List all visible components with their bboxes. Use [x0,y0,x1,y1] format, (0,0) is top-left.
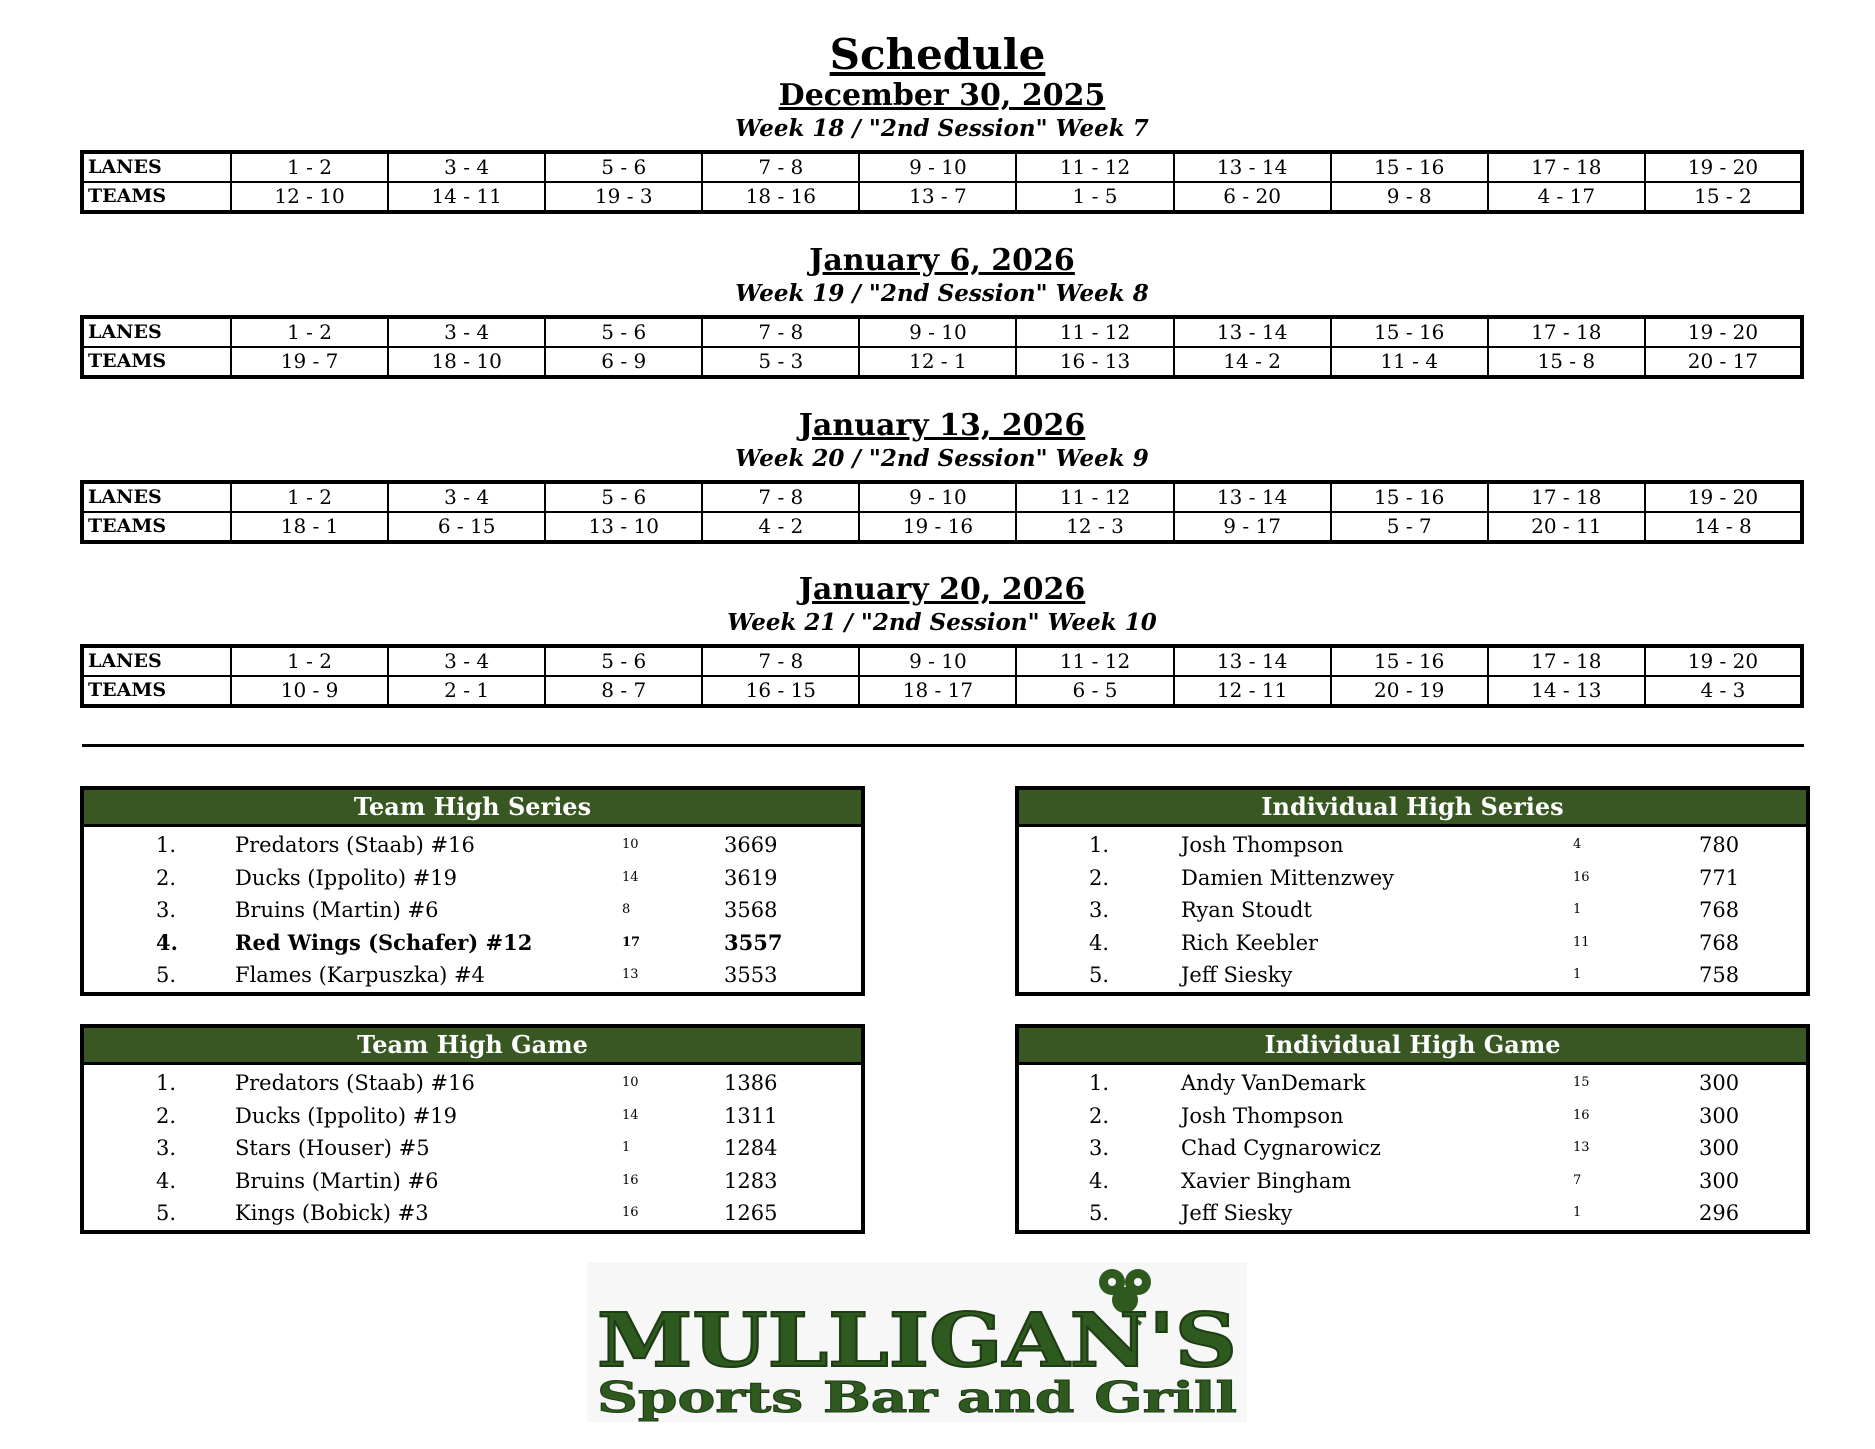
score: 1284 [724,1136,778,1160]
rank: 2. [156,865,177,890]
bowler-name: Stars (Houser) #5 [235,1136,430,1160]
box-title: Team High Game [84,1028,861,1065]
team-matchup-cell: 5 - 7 [1331,512,1488,542]
rank: 4. [156,1168,177,1193]
lane-cell: 17 - 18 [1488,646,1645,676]
lane-cell: 15 - 16 [1331,646,1488,676]
team-number: 1 [1573,1205,1582,1220]
team-matchup-cell: 6 - 5 [1016,676,1173,706]
team-number: 7 [1573,1172,1582,1188]
leaderboard-row [1019,1165,1806,1198]
bowler-name: Rich Keebler [1181,930,1319,955]
lane-cell: 5 - 6 [545,317,702,347]
score: 1311 [724,1103,778,1128]
leaderboard-row [1019,1197,1806,1230]
teams-row [82,676,1802,706]
team-matchup-cell: 9 - 17 [1174,512,1331,542]
rank: 1. [156,1071,177,1095]
rank: 3. [1089,898,1110,922]
session-week: Week 18 / "2nd Session" Week 7 [735,115,1149,142]
lane-cell: 15 - 16 [1331,152,1488,182]
lane-cell: 15 - 16 [1331,482,1488,512]
rank: 1. [156,833,177,857]
team-matchup-cell: 18 - 16 [702,182,859,212]
lane-cell: 7 - 8 [702,152,859,182]
lane-cell: 1 - 2 [231,646,388,676]
team-matchup-cell: 11 - 4 [1331,347,1488,377]
rank: 5. [1089,1201,1110,1225]
lane-cell: 17 - 18 [1488,152,1645,182]
team-number: 16 [622,1172,639,1188]
bowler-name: Red Wings (Schafer) #12 [235,929,533,955]
lane-assignment-table [80,480,1804,544]
score: 771 [1699,865,1740,890]
lane-cell: 3 - 4 [388,152,545,182]
lane-assignment-table [80,315,1804,379]
score: 300 [1699,1103,1740,1128]
session-date: January 13, 2026 [798,408,1086,443]
team-matchup-cell: 18 - 1 [231,512,388,542]
team-number: 4 [1573,837,1582,852]
bowler-name: Bruins (Martin) #6 [235,898,439,922]
logo-name: MULLIGAN'S [597,1298,1237,1384]
team-matchup-cell: 9 - 8 [1331,182,1488,212]
score: 300 [1699,1168,1740,1193]
lanes-row [82,646,1802,676]
bowler-name: Jeff Siesky [1181,1201,1293,1225]
team-high-game-box [80,1024,865,1234]
bowler-name: Jeff Siesky [1181,963,1293,987]
team-matchup-cell: 15 - 8 [1488,347,1645,377]
leaderboard-row [84,1132,861,1165]
team-number: 11 [1573,934,1590,950]
mulligans-logo [587,1262,1247,1422]
team-matchup-cell: 18 - 10 [388,347,545,377]
leaderboard-row [84,1100,861,1133]
leaderboard-row [84,959,861,992]
team-number: 16 [1573,1107,1590,1123]
lane-cell: 5 - 6 [545,646,702,676]
lane-cell: 13 - 14 [1174,317,1331,347]
lane-cell: 13 - 14 [1174,152,1331,182]
score: 300 [1699,1071,1740,1095]
bowler-name: Chad Cygnarowicz [1181,1136,1381,1160]
rank: 1. [1089,833,1110,857]
score: 300 [1699,1136,1740,1160]
session-week: Week 21 / "2nd Session" Week 10 [727,609,1157,636]
lane-cell: 3 - 4 [388,482,545,512]
row-label: LANES [82,646,231,676]
lane-cell: 17 - 18 [1488,482,1645,512]
team-number: 13 [622,967,639,982]
team-matchup-cell: 14 - 2 [1174,347,1331,377]
team-number: 17 [622,934,641,950]
row-label: TEAMS [82,512,231,542]
rank: 2. [1089,865,1110,890]
team-number: 1 [1573,967,1582,982]
team-number: 8 [622,902,631,917]
team-matchup-cell: 12 - 1 [859,347,1016,377]
lane-cell: 11 - 12 [1016,646,1173,676]
lane-cell: 11 - 12 [1016,482,1173,512]
score: 780 [1699,833,1740,857]
leaderboard-row [1019,959,1806,992]
rank: 3. [156,1136,177,1160]
lane-cell: 9 - 10 [859,152,1016,182]
team-matchup-cell: 20 - 11 [1488,512,1645,542]
score: 3619 [724,865,778,890]
schedule-session [80,408,1804,544]
score: 3568 [724,898,778,922]
team-matchup-cell: 5 - 3 [702,347,859,377]
rank: 5. [1089,963,1110,987]
score: 758 [1699,963,1740,987]
row-label: TEAMS [82,182,231,212]
teams-row [82,182,1802,212]
lane-cell: 19 - 20 [1645,482,1802,512]
leaderboard-row [1019,894,1806,927]
schedule-session [80,78,1804,214]
team-matchup-cell: 4 - 17 [1488,182,1645,212]
leaderboard-row [84,829,861,862]
team-matchup-cell: 15 - 2 [1645,182,1802,212]
team-number: 1 [622,1140,631,1155]
logo-tagline: Sports Bar and Grill [597,1373,1237,1422]
team-number: 10 [622,837,639,852]
lane-cell: 1 - 2 [231,317,388,347]
teams-row [82,512,1802,542]
bowler-name: Flames (Karpuszka) #4 [235,963,485,987]
team-number: 14 [622,1107,639,1123]
score: 768 [1699,930,1740,955]
bowler-name: Ducks (Ippolito) #19 [235,865,458,890]
rank: 3. [156,898,177,922]
session-week: Week 19 / "2nd Session" Week 8 [735,280,1149,307]
team-matchup-cell: 13 - 10 [545,512,702,542]
row-label: LANES [82,152,231,182]
team-matchup-cell: 19 - 16 [859,512,1016,542]
bowler-name: Kings (Bobick) #3 [235,1201,429,1225]
team-number: 10 [622,1075,639,1090]
rank: 1. [1089,1071,1110,1095]
team-matchup-cell: 6 - 9 [545,347,702,377]
lane-cell: 15 - 16 [1331,317,1488,347]
lane-cell: 19 - 20 [1645,317,1802,347]
leaderboard-row [1019,1100,1806,1133]
lanes-row [82,152,1802,182]
leaderboard-row [1019,927,1806,960]
team-matchup-cell: 1 - 5 [1016,182,1173,212]
leaderboard-row [84,894,861,927]
team-number: 16 [1573,869,1590,885]
session-date: January 20, 2026 [798,572,1086,607]
lane-assignment-table [80,150,1804,214]
team-matchup-cell: 19 - 3 [545,182,702,212]
team-matchup-cell: 16 - 15 [702,676,859,706]
leaderboard-row [1019,829,1806,862]
score: 296 [1699,1201,1740,1225]
rank: 2. [1089,1103,1110,1128]
lane-cell: 3 - 4 [388,646,545,676]
bowler-name: Predators (Staab) #16 [235,1071,475,1095]
team-matchup-cell: 8 - 7 [545,676,702,706]
score: 3553 [724,963,778,987]
team-matchup-cell: 19 - 7 [231,347,388,377]
bowler-name: Xavier Bingham [1181,1168,1352,1193]
bowler-name: Ducks (Ippolito) #19 [235,1103,458,1128]
team-matchup-cell: 14 - 13 [1488,676,1645,706]
team-matchup-cell: 18 - 17 [859,676,1016,706]
rank: 5. [156,1201,177,1225]
lane-cell: 17 - 18 [1488,317,1645,347]
section-divider [82,744,1804,747]
leaderboard-row [84,1165,861,1198]
team-number: 15 [1573,1075,1590,1090]
team-matchup-cell: 20 - 17 [1645,347,1802,377]
team-matchup-cell: 13 - 7 [859,182,1016,212]
team-matchup-cell: 12 - 10 [231,182,388,212]
bowler-name: Damien Mittenzwey [1181,865,1394,890]
bowler-name: Ryan Stoudt [1181,898,1312,922]
lane-cell: 11 - 12 [1016,152,1173,182]
lane-cell: 7 - 8 [702,646,859,676]
score: 768 [1699,898,1740,922]
schedule-session [80,572,1804,708]
bowler-name: Josh Thompson [1181,833,1344,857]
lane-cell: 19 - 20 [1645,152,1802,182]
lane-cell: 7 - 8 [702,317,859,347]
team-matchup-cell: 10 - 9 [231,676,388,706]
lane-cell: 1 - 2 [231,482,388,512]
lane-cell: 13 - 14 [1174,482,1331,512]
leaderboard-row [84,927,861,960]
leaderboard-row [84,1197,861,1230]
rank: 5. [156,963,177,987]
individual-high-game-box [1015,1024,1810,1234]
team-matchup-cell: 4 - 2 [702,512,859,542]
session-date: December 30, 2025 [778,78,1106,113]
team-matchup-cell: 6 - 15 [388,512,545,542]
schedule-session [80,243,1804,379]
team-matchup-cell: 4 - 3 [1645,676,1802,706]
lane-cell: 9 - 10 [859,317,1016,347]
team-matchup-cell: 2 - 1 [388,676,545,706]
score: 1283 [724,1168,778,1193]
bowler-name: Bruins (Martin) #6 [235,1168,439,1193]
team-matchup-cell: 16 - 13 [1016,347,1173,377]
individual-high-series-box [1015,786,1810,996]
bowler-name: Predators (Staab) #16 [235,833,475,857]
leaderboard-row [84,862,861,895]
team-number: 1 [1573,902,1582,917]
lanes-row [82,317,1802,347]
lane-cell: 19 - 20 [1645,646,1802,676]
lane-cell: 9 - 10 [859,646,1016,676]
lane-cell: 1 - 2 [231,152,388,182]
box-title: Team High Series [84,790,861,827]
rank: 4. [1089,1168,1110,1193]
score: 1386 [724,1071,778,1095]
team-number: 14 [622,869,639,885]
page-title: Schedule [829,30,1046,79]
session-week: Week 20 / "2nd Session" Week 9 [735,445,1149,472]
team-matchup-cell: 14 - 8 [1645,512,1802,542]
row-label: LANES [82,482,231,512]
team-matchup-cell: 6 - 20 [1174,182,1331,212]
rank: 4. [1089,930,1110,955]
session-date: January 6, 2026 [809,243,1075,278]
team-matchup-cell: 20 - 19 [1331,676,1488,706]
leaderboard-row [1019,862,1806,895]
lanes-row [82,482,1802,512]
rank: 2. [156,1103,177,1128]
lane-cell: 7 - 8 [702,482,859,512]
lane-cell: 13 - 14 [1174,646,1331,676]
team-matchup-cell: 14 - 11 [388,182,545,212]
box-title: Individual High Series [1019,790,1806,827]
lane-assignment-table [80,644,1804,708]
bowler-name: Josh Thompson [1181,1103,1344,1128]
box-title: Individual High Game [1019,1028,1806,1065]
lane-cell: 5 - 6 [545,482,702,512]
score: 3669 [724,833,778,857]
rank: 4. [156,929,178,955]
row-label: TEAMS [82,676,231,706]
row-label: LANES [82,317,231,347]
teams-row [82,347,1802,377]
team-high-series-box [80,786,865,996]
leaderboard-row [1019,1067,1806,1100]
lane-cell: 9 - 10 [859,482,1016,512]
team-matchup-cell: 12 - 3 [1016,512,1173,542]
lane-cell: 3 - 4 [388,317,545,347]
rank: 3. [1089,1136,1110,1160]
lane-cell: 11 - 12 [1016,317,1173,347]
score: 1265 [724,1201,778,1225]
team-number: 13 [1573,1140,1590,1155]
team-matchup-cell: 12 - 11 [1174,676,1331,706]
lane-cell: 5 - 6 [545,152,702,182]
row-label: TEAMS [82,347,231,377]
score: 3557 [724,929,783,955]
bowler-name: Andy VanDemark [1181,1071,1366,1095]
team-number: 16 [622,1205,639,1220]
leaderboard-row [84,1067,861,1100]
leaderboard-row [1019,1132,1806,1165]
